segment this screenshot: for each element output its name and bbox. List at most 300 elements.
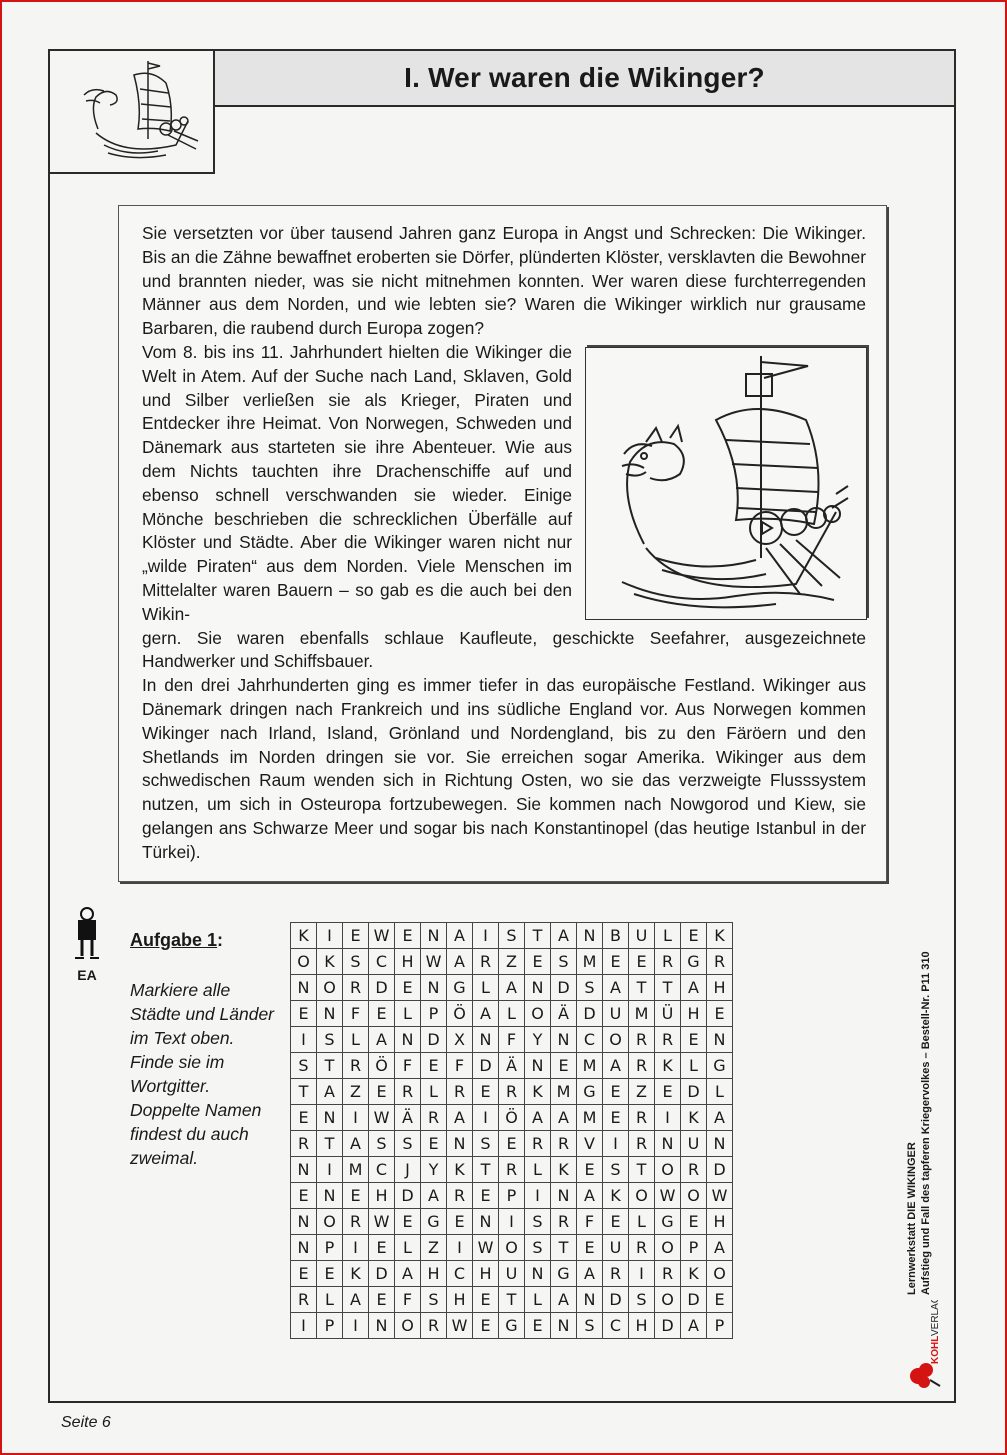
grid-cell[interactable]: R: [421, 1105, 447, 1131]
grid-cell[interactable]: H: [473, 1261, 499, 1287]
grid-cell[interactable]: P: [681, 1235, 707, 1261]
grid-cell[interactable]: H: [395, 949, 421, 975]
grid-cell[interactable]: D: [551, 975, 577, 1001]
grid-cell[interactable]: E: [291, 1105, 317, 1131]
grid-cell[interactable]: E: [603, 949, 629, 975]
grid-cell[interactable]: I: [655, 1105, 681, 1131]
grid-cell[interactable]: B: [603, 923, 629, 949]
grid-row: [291, 975, 733, 1001]
grid-cell[interactable]: E: [681, 1027, 707, 1053]
grid-cell[interactable]: I: [291, 1313, 317, 1339]
grid-cell[interactable]: E: [395, 923, 421, 949]
svg-text:VERLAG: VERLAG: [930, 1300, 941, 1336]
grid-cell[interactable]: L: [681, 1053, 707, 1079]
grid-cell[interactable]: E: [525, 1313, 551, 1339]
grid-cell[interactable]: G: [447, 975, 473, 1001]
grid-cell[interactable]: A: [421, 1183, 447, 1209]
grid-cell[interactable]: U: [629, 923, 655, 949]
grid-cell[interactable]: Ä: [395, 1105, 421, 1131]
grid-cell[interactable]: H: [681, 1001, 707, 1027]
grid-cell[interactable]: I: [447, 1235, 473, 1261]
grid-cell[interactable]: Ü: [655, 1001, 681, 1027]
grid-cell[interactable]: E: [603, 1209, 629, 1235]
grid-cell[interactable]: K: [551, 1157, 577, 1183]
grid-cell[interactable]: N: [577, 1287, 603, 1313]
grid-cell[interactable]: S: [603, 1157, 629, 1183]
grid-cell[interactable]: E: [395, 1209, 421, 1235]
grid-cell[interactable]: A: [499, 975, 525, 1001]
grid-cell[interactable]: I: [317, 1157, 343, 1183]
grid-cell[interactable]: N: [291, 1157, 317, 1183]
grid-cell[interactable]: A: [473, 1001, 499, 1027]
grid-cell[interactable]: I: [473, 1105, 499, 1131]
grid-cell[interactable]: E: [681, 1209, 707, 1235]
word-search-grid[interactable]: [290, 922, 733, 1339]
grid-cell[interactable]: I: [343, 1313, 369, 1339]
grid-cell[interactable]: R: [499, 1157, 525, 1183]
grid-cell[interactable]: U: [499, 1261, 525, 1287]
grid-cell[interactable]: K: [447, 1157, 473, 1183]
grid-cell[interactable]: S: [395, 1131, 421, 1157]
grid-cell[interactable]: E: [603, 1105, 629, 1131]
grid-cell[interactable]: I: [343, 1105, 369, 1131]
grid-cell[interactable]: N: [421, 923, 447, 949]
grid-cell[interactable]: R: [343, 1053, 369, 1079]
grid-cell[interactable]: H: [707, 1209, 733, 1235]
grid-cell[interactable]: O: [655, 1287, 681, 1313]
grid-cell[interactable]: L: [525, 1157, 551, 1183]
grid-cell[interactable]: O: [395, 1313, 421, 1339]
grid-cell[interactable]: L: [473, 975, 499, 1001]
grid-cell[interactable]: S: [291, 1053, 317, 1079]
grid-cell[interactable]: O: [499, 1235, 525, 1261]
grid-cell[interactable]: R: [551, 1209, 577, 1235]
grid-cell[interactable]: E: [707, 1001, 733, 1027]
grid-cell[interactable]: E: [343, 1183, 369, 1209]
grid-row: [291, 1235, 733, 1261]
grid-cell[interactable]: A: [577, 1183, 603, 1209]
grid-cell[interactable]: H: [447, 1287, 473, 1313]
grid-cell[interactable]: R: [629, 1235, 655, 1261]
grid-cell[interactable]: L: [525, 1287, 551, 1313]
grid-cell[interactable]: A: [447, 923, 473, 949]
grid-cell[interactable]: E: [603, 1079, 629, 1105]
person-icon: [72, 906, 102, 962]
grid-cell[interactable]: G: [421, 1209, 447, 1235]
grid-cell[interactable]: A: [525, 1105, 551, 1131]
grid-cell[interactable]: E: [473, 1079, 499, 1105]
grid-cell[interactable]: R: [525, 1131, 551, 1157]
grid-cell[interactable]: E: [317, 1261, 343, 1287]
ship-illustration: [585, 347, 867, 620]
grid-cell[interactable]: O: [525, 1001, 551, 1027]
task-title: [130, 930, 223, 951]
grid-row: [291, 949, 733, 975]
intro-paragraph: Sie versetzten vor über tausend Jahren ganz Europa in Angst und Schrecken: Die Wikinger. Bis an die Zähne bewaffnet eroberten sie Dörfer, plünderten Klöster, versklavten die Bewohner und brannten nieder, was sie nicht mitnehmen konnten. Wer waren diese furchterregenden Männer aus dem Norden, und wie lebten sie? Waren die Wikinger wirklich nur grausame Barbaren, die raubend durch Europa zogen?: [142, 223, 866, 339]
grid-cell[interactable]: I: [317, 923, 343, 949]
grid-cell[interactable]: I: [629, 1261, 655, 1287]
grid-cell[interactable]: R: [707, 949, 733, 975]
grid-cell[interactable]: E: [473, 1183, 499, 1209]
grid-cell[interactable]: N: [317, 1001, 343, 1027]
grid-cell[interactable]: G: [499, 1313, 525, 1339]
grid-cell[interactable]: Z: [421, 1235, 447, 1261]
grid-cell[interactable]: I: [291, 1027, 317, 1053]
grid-cell[interactable]: E: [291, 1001, 317, 1027]
grid-cell[interactable]: S: [577, 975, 603, 1001]
grid-cell[interactable]: R: [447, 1183, 473, 1209]
grid-cell[interactable]: P: [421, 1001, 447, 1027]
grid-cell[interactable]: K: [343, 1261, 369, 1287]
grid-cell[interactable]: N: [551, 1027, 577, 1053]
grid-cell[interactable]: R: [603, 1261, 629, 1287]
grid-cell[interactable]: E: [681, 923, 707, 949]
grid-cell[interactable]: A: [447, 949, 473, 975]
grid-cell[interactable]: E: [447, 1209, 473, 1235]
grid-cell[interactable]: K: [707, 923, 733, 949]
grid-cell[interactable]: C: [603, 1313, 629, 1339]
grid-cell[interactable]: E: [655, 1079, 681, 1105]
grid-cell[interactable]: S: [525, 1235, 551, 1261]
grid-cell[interactable]: F: [343, 1001, 369, 1027]
grid-cell[interactable]: S: [343, 949, 369, 975]
grid-cell[interactable]: Y: [525, 1027, 551, 1053]
grid-cell[interactable]: N: [525, 975, 551, 1001]
grid-cell[interactable]: M: [577, 1053, 603, 1079]
grid-cell[interactable]: D: [681, 1287, 707, 1313]
svg-text:KOHL: KOHL: [930, 1335, 941, 1364]
grid-cell[interactable]: N: [291, 975, 317, 1001]
grid-cell[interactable]: K: [603, 1183, 629, 1209]
grid-cell[interactable]: R: [291, 1287, 317, 1313]
grid-cell[interactable]: C: [577, 1027, 603, 1053]
grid-cell[interactable]: D: [473, 1053, 499, 1079]
grid-cell[interactable]: R: [291, 1131, 317, 1157]
grid-cell[interactable]: A: [707, 1105, 733, 1131]
grid-cell[interactable]: U: [603, 1001, 629, 1027]
grid-cell[interactable]: L: [343, 1027, 369, 1053]
grid-cell[interactable]: T: [291, 1079, 317, 1105]
grid-cell[interactable]: Ö: [499, 1105, 525, 1131]
grid-cell[interactable]: L: [629, 1209, 655, 1235]
history-paragraph-continued: gern. Sie waren ebenfalls schlaue Kaufleute, geschickte Seefahrer, ausgezeichnete Handwerker und Schiffsbauer.: [142, 627, 866, 672]
grid-cell[interactable]: D: [681, 1079, 707, 1105]
grid-cell[interactable]: R: [655, 1027, 681, 1053]
grid-cell[interactable]: N: [551, 1313, 577, 1339]
grid-cell[interactable]: T: [317, 1131, 343, 1157]
grid-cell[interactable]: N: [369, 1313, 395, 1339]
grid-cell[interactable]: R: [629, 1027, 655, 1053]
grid-row: [291, 1261, 733, 1287]
grid-cell[interactable]: D: [603, 1287, 629, 1313]
grid-cell[interactable]: O: [655, 1157, 681, 1183]
grid-cell[interactable]: N: [395, 1027, 421, 1053]
grid-cell[interactable]: K: [681, 1261, 707, 1287]
grid-cell[interactable]: S: [421, 1287, 447, 1313]
grid-cell[interactable]: E: [551, 1053, 577, 1079]
grid-cell[interactable]: O: [707, 1261, 733, 1287]
grid-cell[interactable]: E: [499, 1131, 525, 1157]
single-work-badge: [70, 906, 104, 983]
title-bar: [215, 51, 954, 107]
grid-cell[interactable]: R: [421, 1313, 447, 1339]
grid-cell[interactable]: A: [369, 1027, 395, 1053]
grid-cell[interactable]: P: [317, 1313, 343, 1339]
grid-cell[interactable]: T: [629, 975, 655, 1001]
grid-cell[interactable]: E: [577, 1235, 603, 1261]
grid-cell[interactable]: S: [629, 1287, 655, 1313]
grid-cell[interactable]: H: [421, 1261, 447, 1287]
grid-cell[interactable]: I: [525, 1183, 551, 1209]
grid-cell[interactable]: A: [603, 975, 629, 1001]
grid-cell[interactable]: S: [577, 1313, 603, 1339]
grid-cell[interactable]: L: [655, 923, 681, 949]
grid-cell[interactable]: C: [369, 949, 395, 975]
grid-cell[interactable]: T: [317, 1053, 343, 1079]
grid-row: [291, 923, 733, 949]
grid-cell[interactable]: F: [499, 1027, 525, 1053]
grid-cell[interactable]: N: [473, 1027, 499, 1053]
grid-cell[interactable]: W: [473, 1235, 499, 1261]
ea-label: EA: [77, 967, 97, 983]
grid-cell[interactable]: A: [551, 1287, 577, 1313]
grid-cell[interactable]: Z: [499, 949, 525, 975]
grid-cell[interactable]: M: [577, 1105, 603, 1131]
grid-cell[interactable]: R: [655, 1261, 681, 1287]
grid-cell[interactable]: G: [577, 1079, 603, 1105]
grid-cell[interactable]: F: [577, 1209, 603, 1235]
grid-cell[interactable]: K: [291, 923, 317, 949]
grid-cell[interactable]: E: [473, 1313, 499, 1339]
viking-ship-icon: [48, 49, 208, 169]
grid-cell[interactable]: N: [421, 975, 447, 1001]
grid-row: [291, 1209, 733, 1235]
grid-cell[interactable]: S: [369, 1131, 395, 1157]
grid-cell[interactable]: K: [525, 1079, 551, 1105]
grid-cell[interactable]: O: [655, 1235, 681, 1261]
grid-cell[interactable]: P: [707, 1313, 733, 1339]
grid-cell[interactable]: S: [551, 949, 577, 975]
grid-cell[interactable]: A: [447, 1105, 473, 1131]
grid-cell[interactable]: R: [499, 1079, 525, 1105]
grid-cell[interactable]: N: [317, 1183, 343, 1209]
grid-cell[interactable]: W: [369, 1209, 395, 1235]
expansion-paragraph: In den drei Jahrhunderten ging es immer tiefer in das europäische Festland. Wikinger aus Dänemark dringen nach Frankreich und ins südliche England vor. Aus Norwegen kommen Wikinger nach Irland, Island, Grönland und Nordengland, bis zu den Färöern und den Shetlands im Norden dringen sie vor. Sie erreichen sogar Amerika. Wikinger aus dem schwedischen Raum wenden sich in Richtung Osten, wo sie das verzweigte Flusssystem nutzen, um sich in Osteuropa fortzubewegen. Sie kommen nach Nowgorod und Kiew, sie gelangen ans Schwarze Meer und sogar bis nach Konstantinopel (das heutige Istanbul in der Türkei).: [142, 675, 866, 862]
grid-cell[interactable]: E: [473, 1287, 499, 1313]
grid-cell[interactable]: H: [369, 1183, 395, 1209]
grid-cell[interactable]: J: [395, 1157, 421, 1183]
grid-cell[interactable]: A: [551, 923, 577, 949]
grid-cell[interactable]: K: [317, 949, 343, 975]
grid-cell[interactable]: D: [655, 1313, 681, 1339]
grid-cell[interactable]: T: [551, 1235, 577, 1261]
grid-cell[interactable]: E: [343, 923, 369, 949]
grid-cell[interactable]: E: [629, 949, 655, 975]
grid-cell[interactable]: R: [681, 1157, 707, 1183]
grid-cell[interactable]: R: [395, 1079, 421, 1105]
grid-cell[interactable]: R: [629, 1053, 655, 1079]
grid-cell[interactable]: Ö: [447, 1001, 473, 1027]
grid-cell[interactable]: A: [317, 1079, 343, 1105]
grid-cell[interactable]: R: [447, 1079, 473, 1105]
grid-cell[interactable]: H: [707, 975, 733, 1001]
grid-cell[interactable]: N: [551, 1183, 577, 1209]
grid-cell[interactable]: N: [291, 1235, 317, 1261]
grid-cell[interactable]: Ä: [499, 1053, 525, 1079]
grid-cell[interactable]: C: [369, 1157, 395, 1183]
grid-cell[interactable]: K: [655, 1053, 681, 1079]
grid-cell[interactable]: N: [707, 1027, 733, 1053]
grid-cell[interactable]: M: [629, 1001, 655, 1027]
grid-cell[interactable]: F: [395, 1287, 421, 1313]
task-title-label: Aufgabe 1: [130, 930, 218, 950]
grid-cell[interactable]: L: [707, 1079, 733, 1105]
grid-cell[interactable]: T: [499, 1287, 525, 1313]
grid-cell[interactable]: O: [317, 1209, 343, 1235]
grid-cell[interactable]: E: [525, 949, 551, 975]
grid-cell[interactable]: I: [603, 1131, 629, 1157]
grid-cell[interactable]: R: [343, 975, 369, 1001]
grid-cell[interactable]: W: [707, 1183, 733, 1209]
grid-cell[interactable]: W: [369, 1105, 395, 1131]
grid-cell[interactable]: R: [629, 1131, 655, 1157]
grid-cell[interactable]: G: [681, 949, 707, 975]
grid-cell[interactable]: W: [447, 1313, 473, 1339]
grid-cell[interactable]: N: [577, 923, 603, 949]
grid-cell[interactable]: E: [421, 1131, 447, 1157]
grid-cell[interactable]: R: [629, 1105, 655, 1131]
grid-cell[interactable]: L: [395, 1235, 421, 1261]
grid-cell[interactable]: N: [655, 1131, 681, 1157]
grid-cell[interactable]: A: [343, 1131, 369, 1157]
grid-cell[interactable]: R: [473, 949, 499, 975]
header-logo: [48, 49, 215, 174]
grid-cell[interactable]: F: [395, 1053, 421, 1079]
grid-cell[interactable]: E: [369, 1001, 395, 1027]
grid-cell[interactable]: E: [369, 1235, 395, 1261]
grid-cell[interactable]: G: [551, 1261, 577, 1287]
grid-cell[interactable]: E: [395, 975, 421, 1001]
grid-cell[interactable]: A: [603, 1053, 629, 1079]
grid-cell[interactable]: O: [629, 1183, 655, 1209]
grid-cell[interactable]: W: [655, 1183, 681, 1209]
grid-cell[interactable]: Ä: [551, 1001, 577, 1027]
dragon-ship-icon: [586, 348, 866, 618]
grid-cell[interactable]: I: [343, 1235, 369, 1261]
grid-cell[interactable]: L: [499, 1001, 525, 1027]
grid-cell[interactable]: D: [577, 1001, 603, 1027]
grid-cell[interactable]: R: [551, 1131, 577, 1157]
grid-cell[interactable]: M: [577, 949, 603, 975]
grid-cell[interactable]: E: [707, 1287, 733, 1313]
grid-cell[interactable]: M: [343, 1157, 369, 1183]
grid-cell[interactable]: O: [603, 1027, 629, 1053]
grid-cell[interactable]: X: [447, 1027, 473, 1053]
grid-cell[interactable]: D: [369, 975, 395, 1001]
grid-cell[interactable]: L: [421, 1079, 447, 1105]
grid-cell[interactable]: P: [499, 1183, 525, 1209]
grid-cell[interactable]: D: [369, 1261, 395, 1287]
grid-cell[interactable]: N: [525, 1261, 551, 1287]
grid-cell[interactable]: S: [317, 1027, 343, 1053]
grid-cell[interactable]: H: [629, 1313, 655, 1339]
grid-cell[interactable]: E: [369, 1079, 395, 1105]
grid-cell[interactable]: R: [343, 1209, 369, 1235]
grid-cell[interactable]: Y: [421, 1157, 447, 1183]
grid-cell[interactable]: A: [681, 975, 707, 1001]
grid-cell[interactable]: D: [395, 1183, 421, 1209]
grid-cell[interactable]: A: [707, 1235, 733, 1261]
grid-cell[interactable]: S: [525, 1209, 551, 1235]
grid-cell[interactable]: K: [681, 1105, 707, 1131]
grid-cell[interactable]: G: [707, 1053, 733, 1079]
grid-cell[interactable]: A: [551, 1105, 577, 1131]
grid-cell[interactable]: M: [551, 1079, 577, 1105]
grid-row: [291, 1053, 733, 1079]
grid-cell[interactable]: P: [317, 1235, 343, 1261]
grid-row: [291, 1079, 733, 1105]
grid-row: [291, 1313, 733, 1339]
grid-cell[interactable]: Z: [343, 1079, 369, 1105]
grid-cell[interactable]: T: [473, 1157, 499, 1183]
grid-cell[interactable]: A: [343, 1287, 369, 1313]
grid-cell[interactable]: E: [421, 1053, 447, 1079]
grid-cell[interactable]: D: [421, 1027, 447, 1053]
grid-cell[interactable]: W: [421, 949, 447, 975]
grid-cell[interactable]: L: [317, 1287, 343, 1313]
grid-cell[interactable]: E: [577, 1157, 603, 1183]
grid-cell[interactable]: S: [473, 1131, 499, 1157]
task-instruction: Markiere alle Städte und Länder im Text oben. Finde sie im Wortgitter. Doppelte Namen findest du auch zweimal.: [130, 980, 275, 1168]
grid-cell[interactable]: R: [655, 949, 681, 975]
grid-cell[interactable]: E: [291, 1261, 317, 1287]
grid-cell[interactable]: O: [681, 1183, 707, 1209]
grid-cell[interactable]: Z: [629, 1079, 655, 1105]
grid-cell[interactable]: O: [291, 949, 317, 975]
grid-row: [291, 1183, 733, 1209]
grid-cell[interactable]: A: [681, 1313, 707, 1339]
grid-cell[interactable]: T: [525, 923, 551, 949]
grid-cell[interactable]: N: [317, 1105, 343, 1131]
grid-cell[interactable]: F: [447, 1053, 473, 1079]
grid-cell[interactable]: Ö: [369, 1053, 395, 1079]
grid-cell[interactable]: A: [395, 1261, 421, 1287]
grid-cell[interactable]: D: [707, 1157, 733, 1183]
grid-cell[interactable]: W: [369, 923, 395, 949]
grid-cell[interactable]: E: [369, 1287, 395, 1313]
grid-cell[interactable]: T: [629, 1157, 655, 1183]
grid-cell[interactable]: O: [317, 975, 343, 1001]
grid-cell[interactable]: N: [291, 1209, 317, 1235]
grid-cell[interactable]: N: [707, 1131, 733, 1157]
grid-cell[interactable]: T: [655, 975, 681, 1001]
grid-cell[interactable]: A: [577, 1261, 603, 1287]
grid-cell[interactable]: L: [395, 1001, 421, 1027]
grid-cell[interactable]: C: [447, 1261, 473, 1287]
grid-cell[interactable]: U: [681, 1131, 707, 1157]
grid-cell[interactable]: N: [447, 1131, 473, 1157]
grid-cell[interactable]: V: [577, 1131, 603, 1157]
grid-cell[interactable]: N: [525, 1053, 551, 1079]
grid-cell[interactable]: N: [473, 1209, 499, 1235]
grid-cell[interactable]: I: [499, 1209, 525, 1235]
grid-cell[interactable]: G: [655, 1209, 681, 1235]
grid-cell[interactable]: I: [473, 923, 499, 949]
grid-cell[interactable]: S: [499, 923, 525, 949]
grid-cell[interactable]: E: [291, 1183, 317, 1209]
grid-cell[interactable]: U: [603, 1235, 629, 1261]
grid-row: [291, 1105, 733, 1131]
